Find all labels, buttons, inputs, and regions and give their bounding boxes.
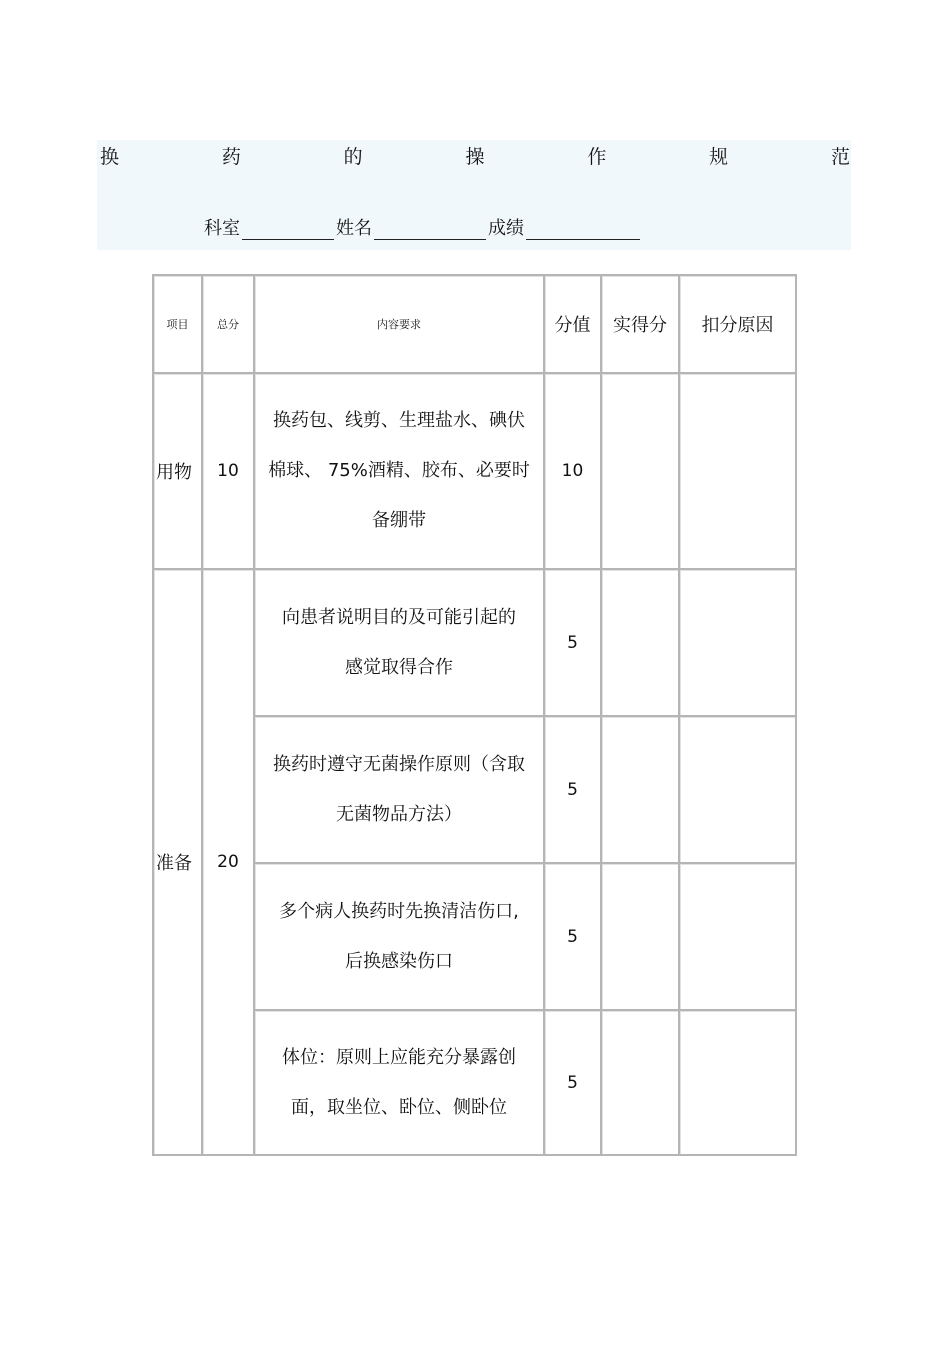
content-line: 换药包、线剪、生理盐水、碘伏: [273, 410, 525, 431]
total-cell: 20: [203, 570, 255, 1156]
header-points: 分值: [545, 276, 602, 374]
score-label: 成绩: [488, 218, 524, 239]
title-char: 范: [830, 145, 850, 168]
content-line: 面，取坐位、卧位、侧卧位: [291, 1096, 507, 1118]
info-line: [204, 214, 642, 240]
title-char: 规: [709, 145, 729, 168]
header-actual: 实得分: [602, 276, 680, 374]
header-content: 内容要求: [255, 276, 545, 374]
total-cell: 10: [203, 374, 255, 570]
content-cell: [255, 717, 545, 864]
content-line: 备绷带: [372, 510, 426, 531]
header-item: 项目: [154, 276, 203, 374]
dept-label: 科室: [204, 218, 240, 239]
page-title: [100, 142, 850, 168]
title-char: 操: [465, 145, 485, 168]
actual-score-cell[interactable]: [602, 864, 680, 1011]
points-cell: 5: [545, 570, 602, 717]
deduction-reason-cell[interactable]: [680, 374, 797, 570]
category-cell: 准备: [154, 570, 203, 1156]
table-header-row: [154, 276, 797, 374]
deduction-reason-cell[interactable]: [680, 1011, 797, 1156]
header-total: 总分: [203, 276, 255, 374]
points-cell: 5: [545, 1011, 602, 1156]
title-char: 换: [100, 145, 120, 168]
points-cell: 5: [545, 864, 602, 1011]
content-cell: [255, 374, 545, 570]
content-line: 换药时遵守无菌操作原则（含取: [273, 753, 525, 775]
title-char: 作: [587, 145, 607, 168]
score-blank[interactable]: [526, 221, 640, 240]
table-row: [154, 570, 797, 717]
points-cell: 10: [545, 374, 602, 570]
content-line: 无菌物品方法）: [336, 803, 462, 825]
actual-score-cell[interactable]: [602, 374, 680, 570]
title-char: 药: [221, 145, 241, 168]
dept-blank[interactable]: [242, 221, 334, 240]
content-line: 棉球、 75%酒精、胶布、必要时: [268, 460, 530, 481]
content-line: 后换感染伤口: [345, 950, 453, 972]
name-label: 姓名: [336, 218, 372, 239]
content-line: 多个病人换药时先换清洁伤口,: [279, 900, 519, 922]
title-char: 的: [343, 145, 363, 168]
header-reason: 扣分原因: [680, 276, 797, 374]
table-row: [154, 374, 797, 570]
actual-score-cell[interactable]: [602, 570, 680, 717]
content-cell: [255, 1011, 545, 1156]
points-cell: 5: [545, 717, 602, 864]
scoring-table: [152, 274, 797, 1156]
content-cell: [255, 570, 545, 717]
actual-score-cell[interactable]: [602, 717, 680, 864]
deduction-reason-cell[interactable]: [680, 570, 797, 717]
content-line: 感觉取得合作: [345, 656, 453, 678]
content-line: 向患者说明目的及可能引起的: [282, 606, 516, 628]
deduction-reason-cell[interactable]: [680, 864, 797, 1011]
name-blank[interactable]: [374, 221, 486, 240]
content-cell: [255, 864, 545, 1011]
category-cell: 用物: [154, 374, 203, 570]
deduction-reason-cell[interactable]: [680, 717, 797, 864]
actual-score-cell[interactable]: [602, 1011, 680, 1156]
content-line: 体位：原则上应能充分暴露创: [282, 1046, 516, 1068]
